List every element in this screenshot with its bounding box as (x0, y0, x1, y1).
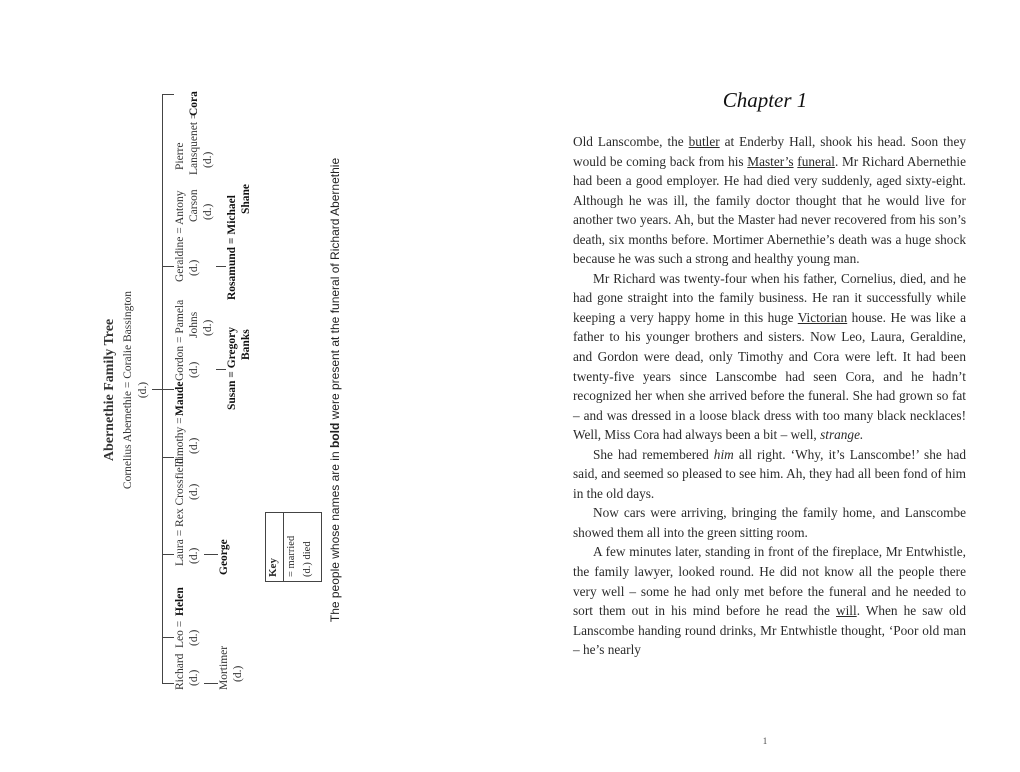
tree-line (162, 94, 174, 95)
italic-text: him (713, 446, 734, 462)
glossary-word: funeral (797, 153, 835, 169)
tree-caption (328, 90, 342, 690)
chapter-body (573, 132, 966, 660)
family-tree (100, 90, 360, 690)
caption-text-1: The people whose names are in (328, 448, 342, 623)
tree-person: Geraldine = Antony (174, 190, 186, 282)
tree-died: (d.) (202, 319, 214, 336)
glossary-word: Master’s (747, 153, 794, 169)
tree-person-present: Helen (174, 587, 186, 616)
tree-person: Carson (188, 189, 200, 222)
text-run: all right. ‘Why, it’s Lanscombe!’ she had said, and seemed so pleased to see him. Ah, they had all been fond of him in the old days. (573, 446, 967, 501)
key-divider (283, 513, 284, 581)
tree-died: (d.) (188, 361, 200, 378)
tree-line (162, 637, 174, 638)
text-run: . Mr Richard Abernethie had been a good employer. He had died very suddenly, aged sixty-eight. Although he was ill, the family doctor thought that he would live for another two years. Ah, but the Master had never recovered from his son’s death, six months before. Mortimer Abernethie’s death was a huge shock because he was such a strong and healthy young man. (573, 153, 967, 267)
tree-line (162, 554, 174, 555)
tree-line (162, 683, 174, 684)
tree-died: (d.) (202, 151, 214, 168)
tree-person: Johns (188, 311, 200, 338)
tree-person-present: Rosamund = Michael (226, 195, 238, 300)
tree-person: Pierre (174, 142, 186, 170)
tree-key (265, 512, 322, 582)
key-died: (d.) died (302, 541, 313, 577)
right-page (510, 0, 1020, 772)
tree-line (204, 683, 218, 684)
text-run: She had remembered (593, 446, 714, 462)
tree-person-present: Shane (240, 183, 252, 214)
glossary-word: will (836, 603, 857, 619)
paragraph (573, 503, 966, 542)
tree-died: (d.) (202, 203, 214, 220)
glossary-word: butler (688, 134, 720, 149)
tree-person: Laura = Rex Crossfield (174, 458, 186, 566)
tree-died: (d.) (188, 437, 200, 454)
tree-person-present: Banks (240, 329, 252, 360)
tree-person-present: Cora (188, 91, 200, 116)
caption-bold: bold (328, 422, 342, 449)
glossary-word: Victorian (797, 309, 848, 325)
text-run: . When he saw old Lanscombe handing round drinks, Mr Entwhistle thought, ‘Poor old man – he’s nearly (573, 603, 966, 658)
caption-text-2: were present at the funeral of Richard Abernethie (328, 157, 342, 423)
tree-person: Richard (174, 653, 186, 690)
tree-line (162, 389, 174, 390)
tree-title: Abernethie Family Tree (102, 318, 117, 462)
paragraph (573, 132, 966, 269)
tree-died: (d.) (188, 629, 200, 646)
text-run: Now cars were arriving, bringing the family home, and Lanscombe showed them all into the green sitting room. (573, 505, 966, 540)
tree-parents-died: (d.) (137, 381, 149, 399)
text-run: Old Lanscombe, the (573, 134, 689, 149)
tree-person: Gordon = Pamela (174, 299, 186, 381)
tree-person: Mortimer (218, 645, 230, 690)
tree-person-present: Susan = Gregory (226, 326, 238, 410)
key-title: Key (267, 558, 279, 577)
tree-died: (d.) (232, 665, 244, 682)
chapter-title: Chapter 1 (722, 88, 808, 112)
tree-person-present: Maude (174, 381, 186, 416)
tree-line (204, 554, 218, 555)
text-run: at Enderby Hall, shook his head. Soon they would be coming back from his (573, 134, 966, 169)
tree-person-present: George (218, 539, 230, 575)
tree-line (152, 389, 162, 390)
italic-text: strange. (820, 427, 864, 443)
tree-line (216, 266, 226, 267)
text-run: house. He was like a father to his younger brothers and sisters. Now Leo, Laura, Geraldine, and Gordon were dead, only Timothy and Cora were left. It had been twenty-five years since Lanscombe had seen Cora, and he hadn’t recognized her when she arrived before the funeral. She had grown so fat – and was dressed in a loose black dress with too many black necklaces! Well, Miss Cora had always been a bit – well, (573, 309, 966, 443)
page-number: 1 (762, 736, 768, 746)
tree-died: (d.) (188, 547, 200, 564)
tree-line (216, 369, 226, 370)
key-married: = married (286, 535, 297, 577)
text-run: Mr Richard was twenty-four when his father, Cornelius, died, and he had gone straight into the family business. He ran it successfully while keeping a very happy home in this huge (573, 270, 966, 325)
tree-died: (d.) (188, 669, 200, 686)
tree-person: Lansquenet = (188, 112, 200, 175)
tree-died: (d.) (188, 483, 200, 500)
paragraph (573, 445, 966, 504)
tree-line (162, 266, 174, 267)
tree-person: Leo = (174, 620, 186, 648)
paragraph (573, 542, 966, 659)
tree-person: Timothy = (174, 417, 186, 466)
tree-line (162, 457, 174, 458)
text-run: A few minutes later, standing in front of the fireplace, Mr Entwhistle, the family lawyer, looked round. He did not know all the people there very well – some he had only met before the funeral and he needed to sort them out in his mind before he read the (573, 544, 966, 619)
tree-died: (d.) (188, 259, 200, 276)
paragraph (573, 269, 966, 445)
tree-parents: Cornelius Abernethie = Coralie Bassington (122, 290, 134, 490)
